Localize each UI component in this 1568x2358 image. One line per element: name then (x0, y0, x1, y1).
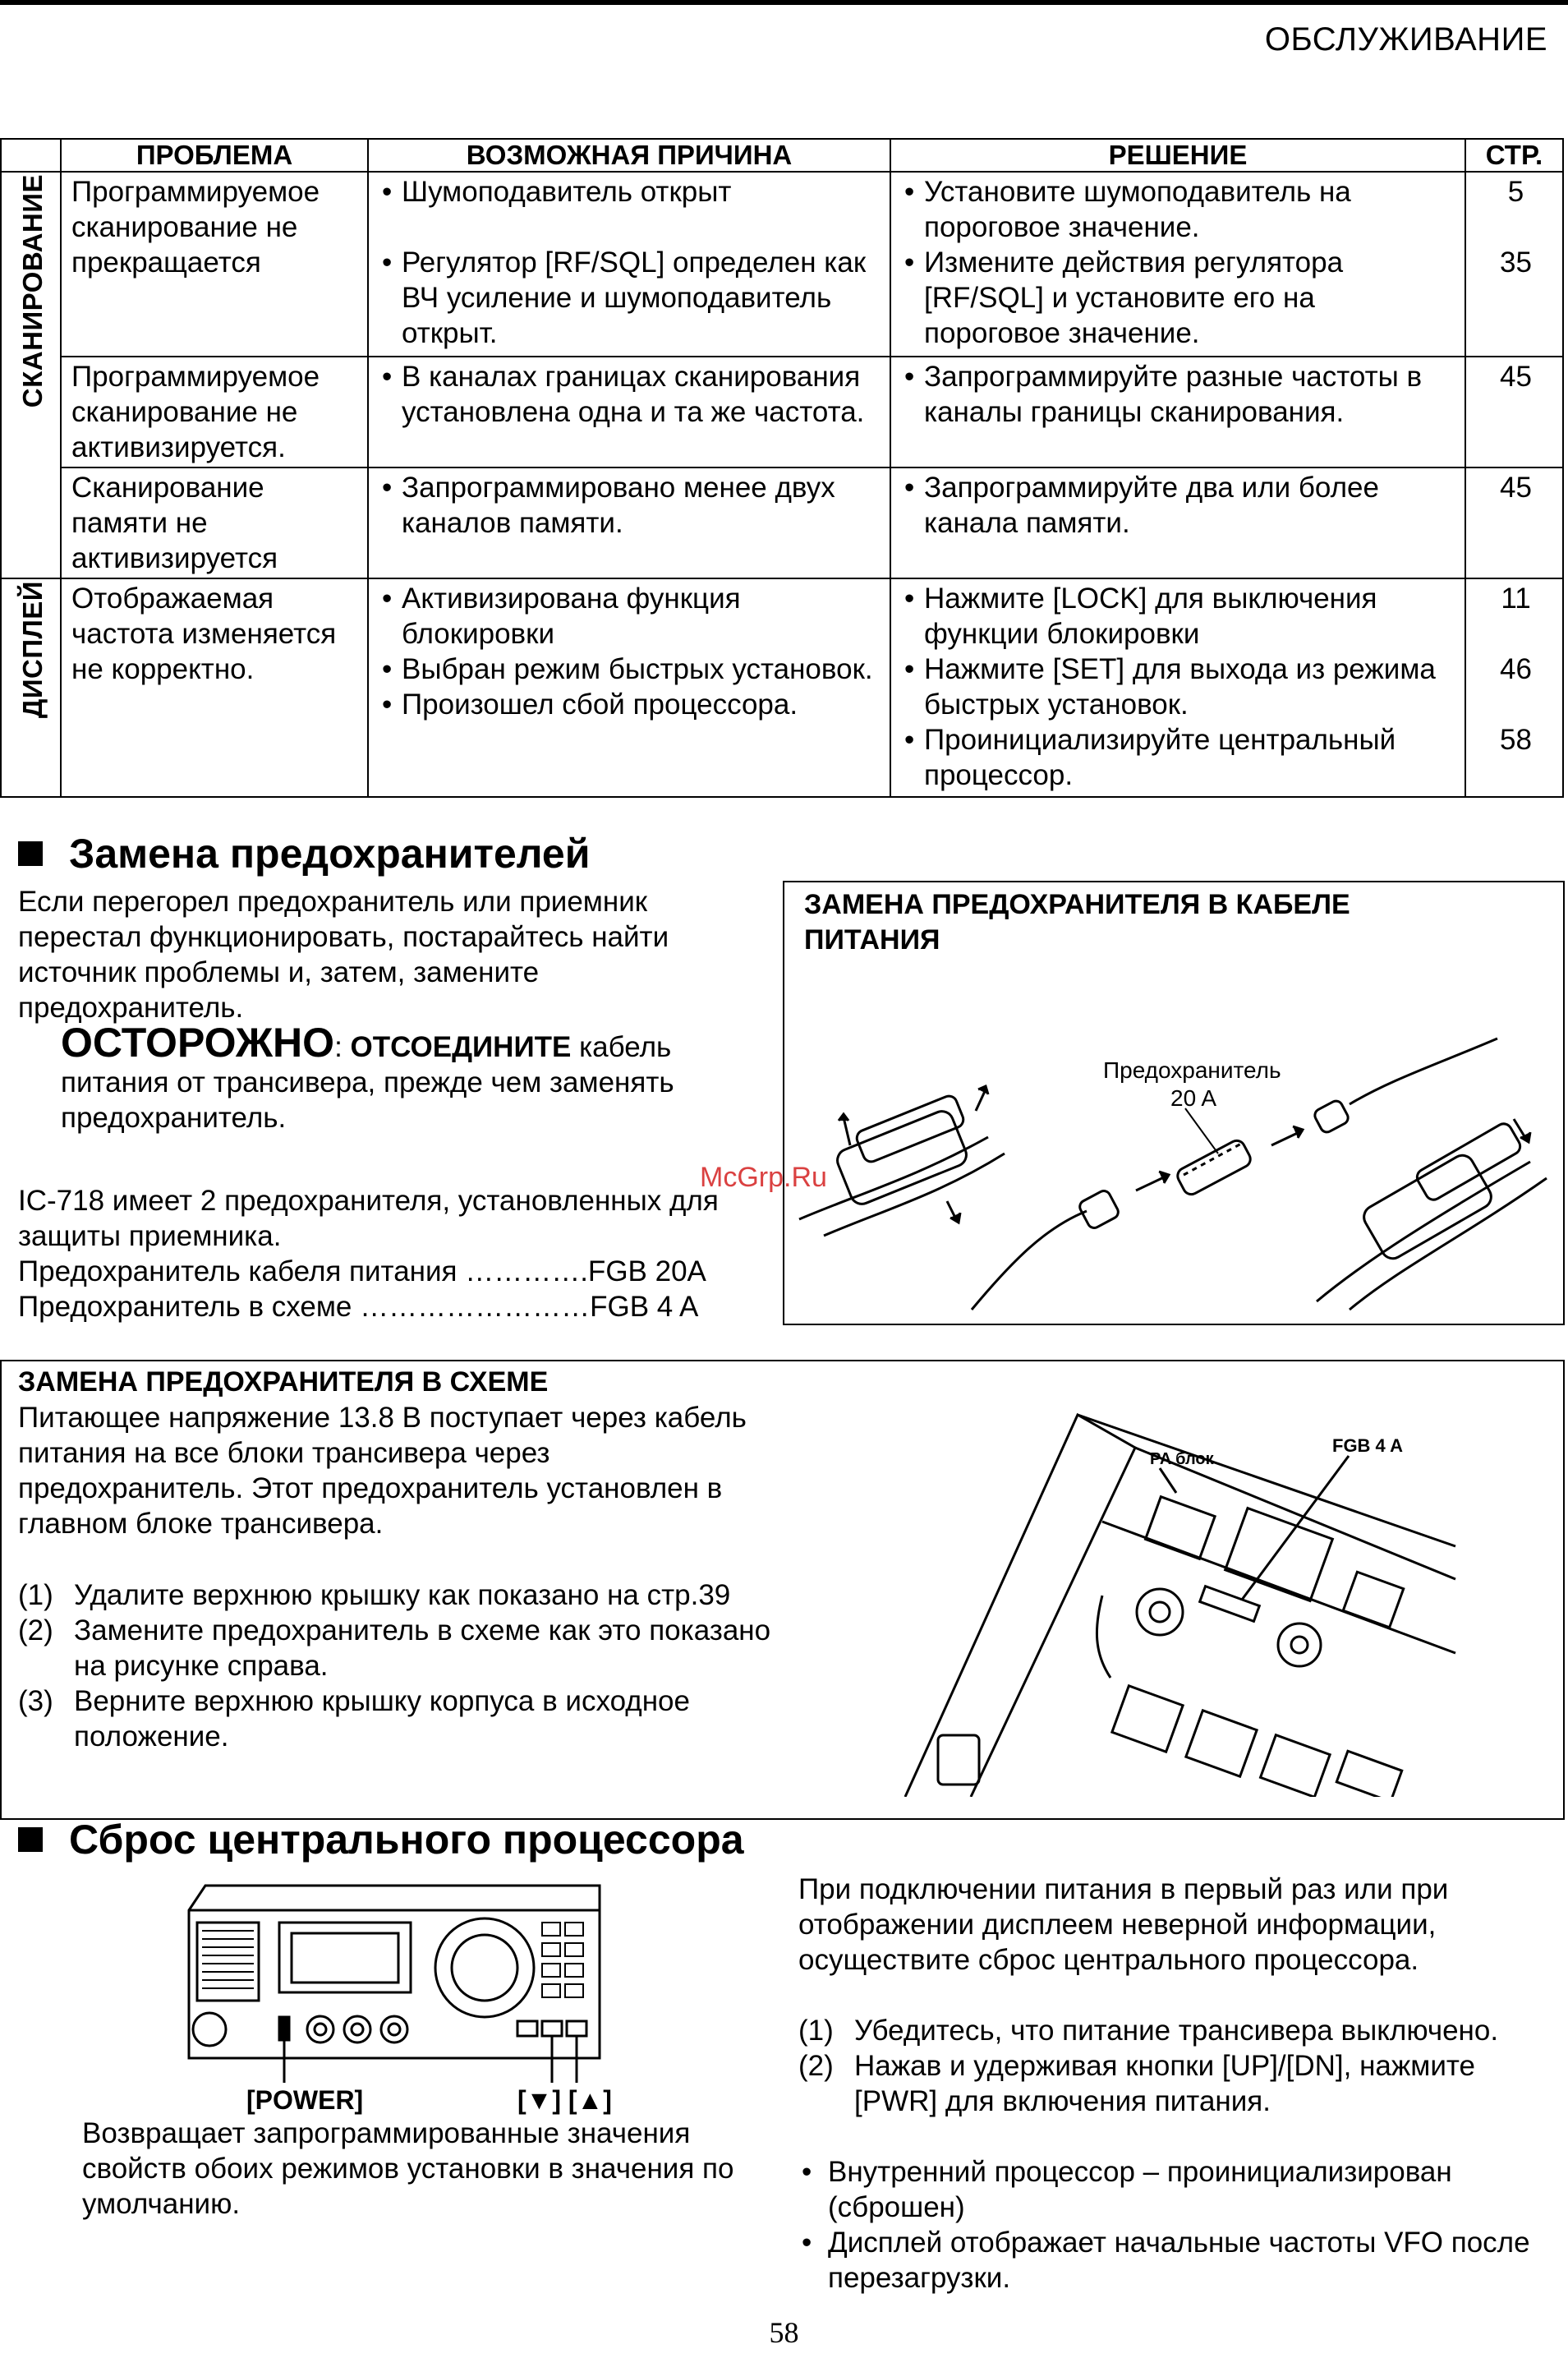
step-text: Удалите верхнюю крышку как показано на стр.39 (74, 1579, 731, 1611)
circuit-fuse-illustration (889, 1382, 1464, 1797)
page-header: СТР. (1465, 139, 1563, 172)
problem-cell: Сканирование памяти не активизируется (61, 467, 368, 578)
square-bullet-icon (18, 1827, 43, 1852)
square-bullet-icon (18, 841, 43, 866)
problem-cell: Программируемое сканирование не активизируется. (61, 357, 368, 467)
cause-cell (368, 578, 890, 797)
category-display-cell (1, 578, 61, 797)
pa-block-label: PA блок (1150, 1450, 1214, 1468)
fuse-line: Предохранитель кабеля питания ………….FGB 20A (18, 1255, 706, 1287)
circuit-fuse-text: Питающее напряжение 13.8 В поступает через кабель питания на все блоки трансивера через предохранитель. Этот предохранитель установлен в главном блоке трансивера. (18, 1402, 747, 1540)
reset-intro: При подключении питания в первый раз или при отображении дисплеем неверной информации, осуществите сброс центрального процессора. (798, 1873, 1449, 1976)
fuse-line: Предохранитель в схеме ……………………FGB 4 A (18, 1291, 699, 1323)
solution-item: • Измените действия регулятора [RF/SQL] и установите его на пороговое значение. (901, 245, 1458, 351)
solution-item: • Установите шумоподавитель на пороговое значение. (901, 174, 1458, 245)
step-number: (2) (798, 2050, 834, 2082)
page-cell (1465, 357, 1563, 467)
cause-header: ВОЗМОЖНАЯ ПРИЧИНА (368, 139, 890, 172)
step-text: Замените предохранитель в схеме как это показано на рисунке справа. (74, 1614, 771, 1682)
step-item (798, 2048, 1538, 2119)
fgb-label: FGB 4 A (1332, 1435, 1403, 1456)
table-row (1, 172, 1563, 357)
caution-note (61, 1020, 751, 1135)
cable-fuse-box (783, 881, 1565, 1325)
step-text: Нажав и удерживая кнопки [UP]/[DN], нажмите [PWR] для включения питания. (854, 2050, 1476, 2117)
table-row (1, 578, 1563, 797)
cause-item: • Регулятор [RF/SQL] определен как ВЧ усиление и шумоподавитель открыт. (379, 245, 883, 351)
step-item (18, 1577, 774, 1613)
power-button-label: [POWER] (246, 2085, 364, 2115)
circuit-fuse-title: ЗАМЕНА ПРЕДОХРАНИТЕЛЯ В СХЕМЕ (18, 1366, 549, 1398)
step-number: (1) (18, 1579, 53, 1611)
page-ref: 11 (1501, 583, 1531, 615)
page-cell (1465, 172, 1563, 357)
category-display-label: ДИСПЛЕЙ (17, 581, 48, 719)
step-text: Убедитесь, что питание трансивера выключено. (854, 2015, 1499, 2047)
problem-cell: Отображаемая частота изменяется не корректно. (61, 578, 368, 797)
table-header-row (1, 139, 1563, 172)
cause-item: • Шумоподавитель открыт (379, 174, 883, 210)
up-down-button-label: [▼] [▲] (517, 2085, 612, 2115)
solution-item: • Нажмите [SET] для выхода из режима быстрых установок. (901, 652, 1458, 722)
fuse-section-title (18, 830, 590, 877)
page-ref: 45 (1500, 361, 1532, 393)
step-item (18, 1683, 774, 1754)
circuit-fuse-box (0, 1360, 1565, 1820)
top-rule (0, 0, 1568, 5)
step-item (798, 2013, 1538, 2048)
cause-item: • Выбран режим быстрых установок. (379, 652, 883, 687)
step-number: (3) (18, 1685, 53, 1717)
page-ref: 35 (1500, 246, 1532, 279)
reset-section-title-text: Сброс центрального процессора (69, 1817, 744, 1863)
fuse-section-title-text: Замена предохранителей (69, 831, 591, 877)
bullet-item: • Внутренний процессор – проинициализирован (сброшен) (798, 2154, 1538, 2225)
cause-cell (368, 357, 890, 467)
problem-cell: Программируемое сканирование не прекращается (61, 172, 368, 357)
page-cell (1465, 467, 1563, 578)
cable-fuse-label: Предохранитель (1103, 1057, 1281, 1083)
step-number: (1) (798, 2015, 834, 2047)
solution-item: • Нажмите [LOCK] для выключения функции блокировки (901, 581, 1458, 652)
page-ref: 58 (1500, 724, 1532, 756)
reset-steps (798, 2013, 1538, 2119)
category-scan-cell (1, 172, 61, 578)
table-row (1, 357, 1563, 467)
cable-fuse-rating: 20 A (1170, 1085, 1217, 1111)
section-header: ОБСЛУЖИВАНИЕ (1264, 21, 1547, 58)
category-scan-label: СКАНИРОВАНИЕ (17, 174, 48, 408)
page-ref: 5 (1507, 176, 1524, 208)
caution-bold: ОТСОЕДИНИТЕ (350, 1031, 572, 1063)
cause-item: • Запрограммировано менее двух каналов памяти. (379, 470, 883, 541)
cause-item: • Активизирована функция блокировки (379, 581, 883, 652)
solution-cell (890, 172, 1465, 357)
page-ref: 45 (1500, 472, 1532, 504)
circuit-fuse-steps (18, 1577, 774, 1754)
caution-colon: : (334, 1031, 351, 1063)
step-item (18, 1613, 774, 1683)
reset-caption: Возвращает запрограммированные значения свойств обоих режимов установки в значения по умолчанию. (82, 2117, 734, 2220)
troubleshooting-table (0, 138, 1564, 798)
fuse-intro: Если перегорел предохранитель или приемник перестал функционировать, постарайтесь найти источник проблемы и, затем, замените предохранитель. (18, 886, 669, 1024)
cable-fuse-illustration (791, 1014, 1555, 1318)
solution-item: • Запрограммируйте два или более канала памяти. (901, 470, 1458, 541)
step-text: Верните верхнюю крышку корпуса в исходное положение. (74, 1685, 690, 1752)
reset-bullets (798, 2154, 1538, 2296)
solution-header: РЕШЕНИЕ (890, 139, 1465, 172)
problem-header: ПРОБЛЕМА (61, 139, 368, 172)
watermark: McGrp.Ru (700, 1162, 827, 1193)
page-number: 58 (769, 2316, 799, 2349)
caution-rest: кабель питания от трансивера, прежде чем заменять предохранитель. (61, 1031, 674, 1134)
caution-word: ОСТОРОЖНО (61, 1020, 335, 1066)
step-number: (2) (18, 1614, 53, 1646)
cable-fuse-title: ЗАМЕНА ПРЕДОХРАНИТЕЛЯ В КАБЕЛЕ ПИТАНИЯ (804, 889, 1350, 956)
radio-front-panel-illustration (172, 1877, 616, 2116)
cause-cell (368, 467, 890, 578)
cause-item: • В каналах границах сканирования установлена одна и та же частота. (379, 359, 883, 430)
page-cell (1465, 578, 1563, 797)
solution-cell (890, 578, 1465, 797)
page-ref: 46 (1500, 653, 1532, 685)
bullet-item: • Дисплей отображает начальные частоты VFO после перезагрузки. (798, 2225, 1538, 2296)
solution-cell (890, 357, 1465, 467)
table-row (1, 467, 1563, 578)
solution-item: • Запрограммируйте разные частоты в каналы границы сканирования. (901, 359, 1458, 430)
reset-section-title (18, 1816, 744, 1863)
fuse-info: IC-718 имеет 2 предохранителя, установленных для защиты приемника. (18, 1185, 719, 1252)
cause-cell (368, 172, 890, 357)
solution-item: • Проинициализируйте центральный процессор. (901, 722, 1458, 793)
solution-cell (890, 467, 1465, 578)
category-header-cell (1, 139, 61, 172)
cause-item: • Произошел сбой процессора. (379, 687, 883, 722)
